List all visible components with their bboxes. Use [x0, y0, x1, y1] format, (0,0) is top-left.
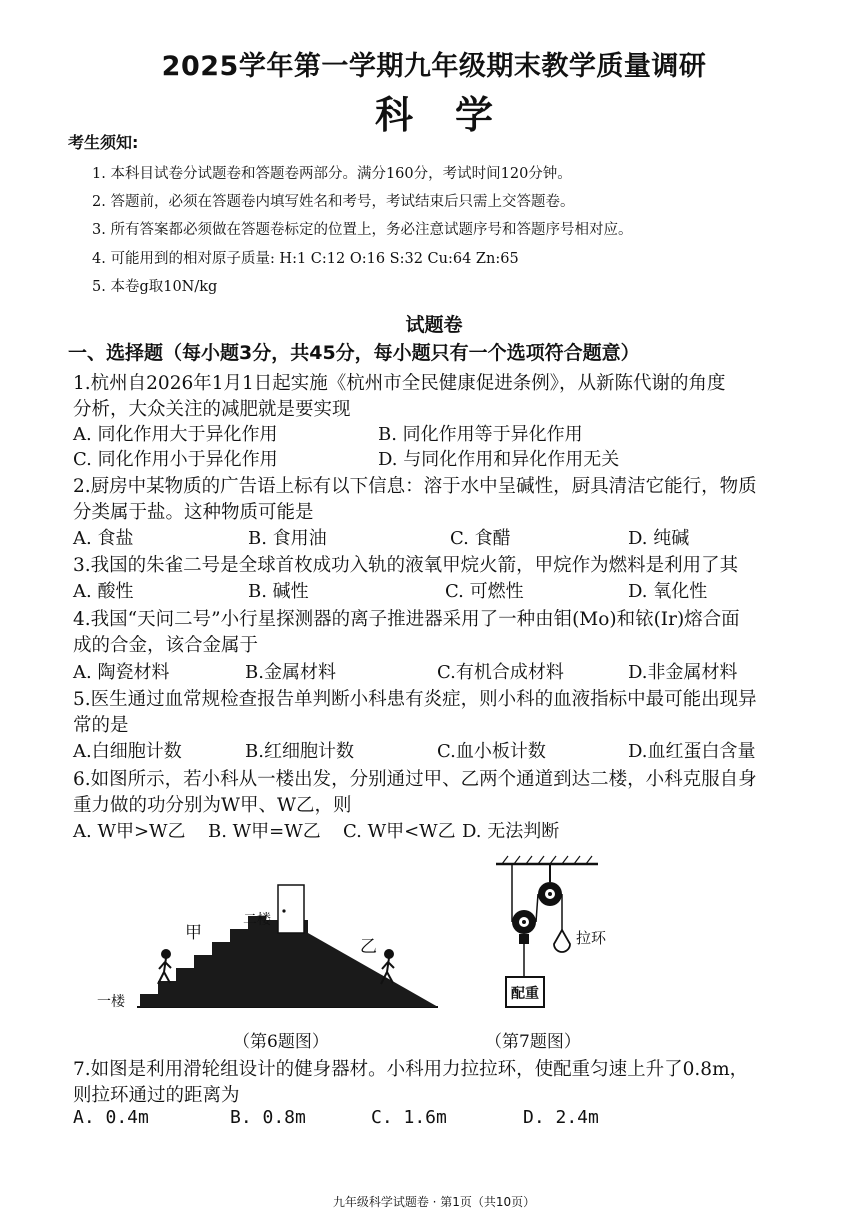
question-7-line: 7.如图是利用滑轮组设计的健身器材。小科用力拉拉环，使配重匀速上升了0.8m， — [73, 1059, 749, 1080]
notice-item: 1. 本科目试卷分试题卷和答题卷两部分。满分160分，考试时间120分钟。 — [92, 166, 572, 182]
question-5-option-a: A.白细胞计数 — [73, 741, 182, 762]
question-6-option-d: D. 无法判断 — [462, 821, 560, 842]
question-1-option-d: D. 与同化作用和异化作用无关 — [378, 449, 620, 470]
question-2-option-b: B. 食用油 — [248, 528, 327, 549]
question-5-option-d: D.血红蛋白含量 — [628, 741, 756, 762]
question-3-option-c: C. 可燃性 — [445, 581, 524, 602]
question-3-option-d: D. 氧化性 — [628, 581, 708, 602]
section-title: 一、选择题（每小题3分，共45分，每小题只有一个选项符合题意） — [68, 342, 640, 364]
question-4-option-d: D.非金属材料 — [628, 662, 738, 683]
question-4-option-b: B.金属材料 — [245, 662, 336, 683]
fig7-ring-label: 拉环 — [576, 929, 607, 947]
subject-title: 科学 — [374, 92, 535, 137]
question-7-option-d: D. 2.4m — [523, 1107, 599, 1128]
question-7-option-b: B. 0.8m — [230, 1107, 306, 1128]
question-5-line: 常的是 — [73, 715, 129, 736]
walking-person-icon — [158, 950, 171, 984]
figure-6-caption: （第6题图） — [233, 1032, 329, 1052]
question-1-option-c: C. 同化作用小于异化作用 — [73, 449, 278, 470]
notice-item: 2. 答题前，必须在答题卷内填写姓名和考号，考试结束后只需上交答题卷。 — [92, 194, 575, 210]
figure-6-stairs-ramp — [95, 872, 445, 1017]
fig6-yi-label: 乙 — [360, 937, 377, 957]
question-3-line: 3.我国的朱雀二号是全球首枚成功入轨的液氧甲烷火箭，甲烷作为燃料是利用了其 — [73, 555, 739, 576]
question-4-option-c: C.有机合成材料 — [437, 662, 564, 683]
question-1-option-b: B. 同化作用等于异化作用 — [378, 424, 583, 445]
question-2-line: 分类属于盐。这种物质可能是 — [73, 502, 314, 523]
question-2-option-c: C. 食醋 — [450, 528, 511, 549]
paper-title: 试题卷 — [405, 314, 463, 336]
question-5-line: 5.医生通过血常规检查报告单判断小科患有炎症，则小科的血液指标中最可能出现异 — [73, 689, 757, 710]
question-5-option-c: C.血小板计数 — [437, 741, 546, 762]
notice-heading: 考生须知: — [68, 133, 139, 152]
question-6-option-a: A. W甲>W乙 — [73, 821, 186, 842]
question-7-option-a: A. 0.4m — [73, 1107, 149, 1128]
question-3-option-a: A. 酸性 — [73, 581, 134, 602]
question-7-line: 则拉环通过的距离为 — [73, 1085, 240, 1106]
fig7-weight-label: 配重 — [511, 986, 539, 1002]
question-6-line: 重力做的功分别为W甲、W乙，则 — [73, 795, 352, 816]
question-2-option-d: D. 纯碱 — [628, 528, 690, 549]
notice-item: 3. 所有答案都必须做在答题卷标定的位置上，务必注意试题序号和答题序号相对应。 — [92, 222, 633, 238]
question-2-option-a: A. 食盐 — [73, 528, 134, 549]
exam-title: 2025学年第一学期九年级期末教学质量调研 — [161, 51, 707, 82]
fig6-jia-label: 甲 — [185, 923, 202, 943]
question-7-option-c: C. 1.6m — [371, 1107, 447, 1128]
question-1-line: 分析，大众关注的减肥就是要实现 — [73, 399, 351, 420]
page-footer: 九年级科学试题卷 · 第1页（共10页） — [332, 1195, 536, 1209]
figure-7-pulley-system — [488, 852, 608, 1012]
question-6-line: 6.如图所示，若小科从一楼出发，分别通过甲、乙两个通道到达二楼，小科克服自身 — [73, 769, 757, 790]
question-1-option-a: A. 同化作用大于异化作用 — [73, 424, 278, 445]
figure-7-caption: （第7题图） — [485, 1032, 581, 1052]
notice-item: 5. 本卷g取10N/kg — [92, 279, 218, 295]
question-3-option-b: B. 碱性 — [248, 581, 309, 602]
question-2-line: 2.厨房中某物质的广告语上标有以下信息：溶于水中呈碱性，厨具清洁它能行，物质 — [73, 476, 757, 497]
notice-item: 4. 可能用到的相对原子质量: H:1 C:12 O:16 S:32 Cu:64 Zn:65 — [92, 251, 519, 267]
fig6-first-floor-label: 一楼 — [97, 994, 125, 1010]
question-4-line: 4.我国“天问二号”小行星探测器的离子推进器采用了一种由钼(Mo)和铱(Ir)熔合面 — [73, 609, 740, 630]
question-1-line: 1.杭州自2026年1月1日起实施《杭州市全民健康促进条例》，从新陈代谢的角度 — [73, 373, 726, 394]
question-5-option-b: B.红细胞计数 — [245, 741, 354, 762]
question-4-option-a: A. 陶瓷材料 — [73, 662, 170, 683]
fig6-second-floor-label: 二楼 — [243, 912, 271, 928]
question-6-option-b: B. W甲=W乙 — [208, 821, 321, 842]
question-6-option-c: C. W甲<W乙 — [343, 821, 456, 842]
question-4-line: 成的合金，该合金属于 — [73, 635, 259, 656]
